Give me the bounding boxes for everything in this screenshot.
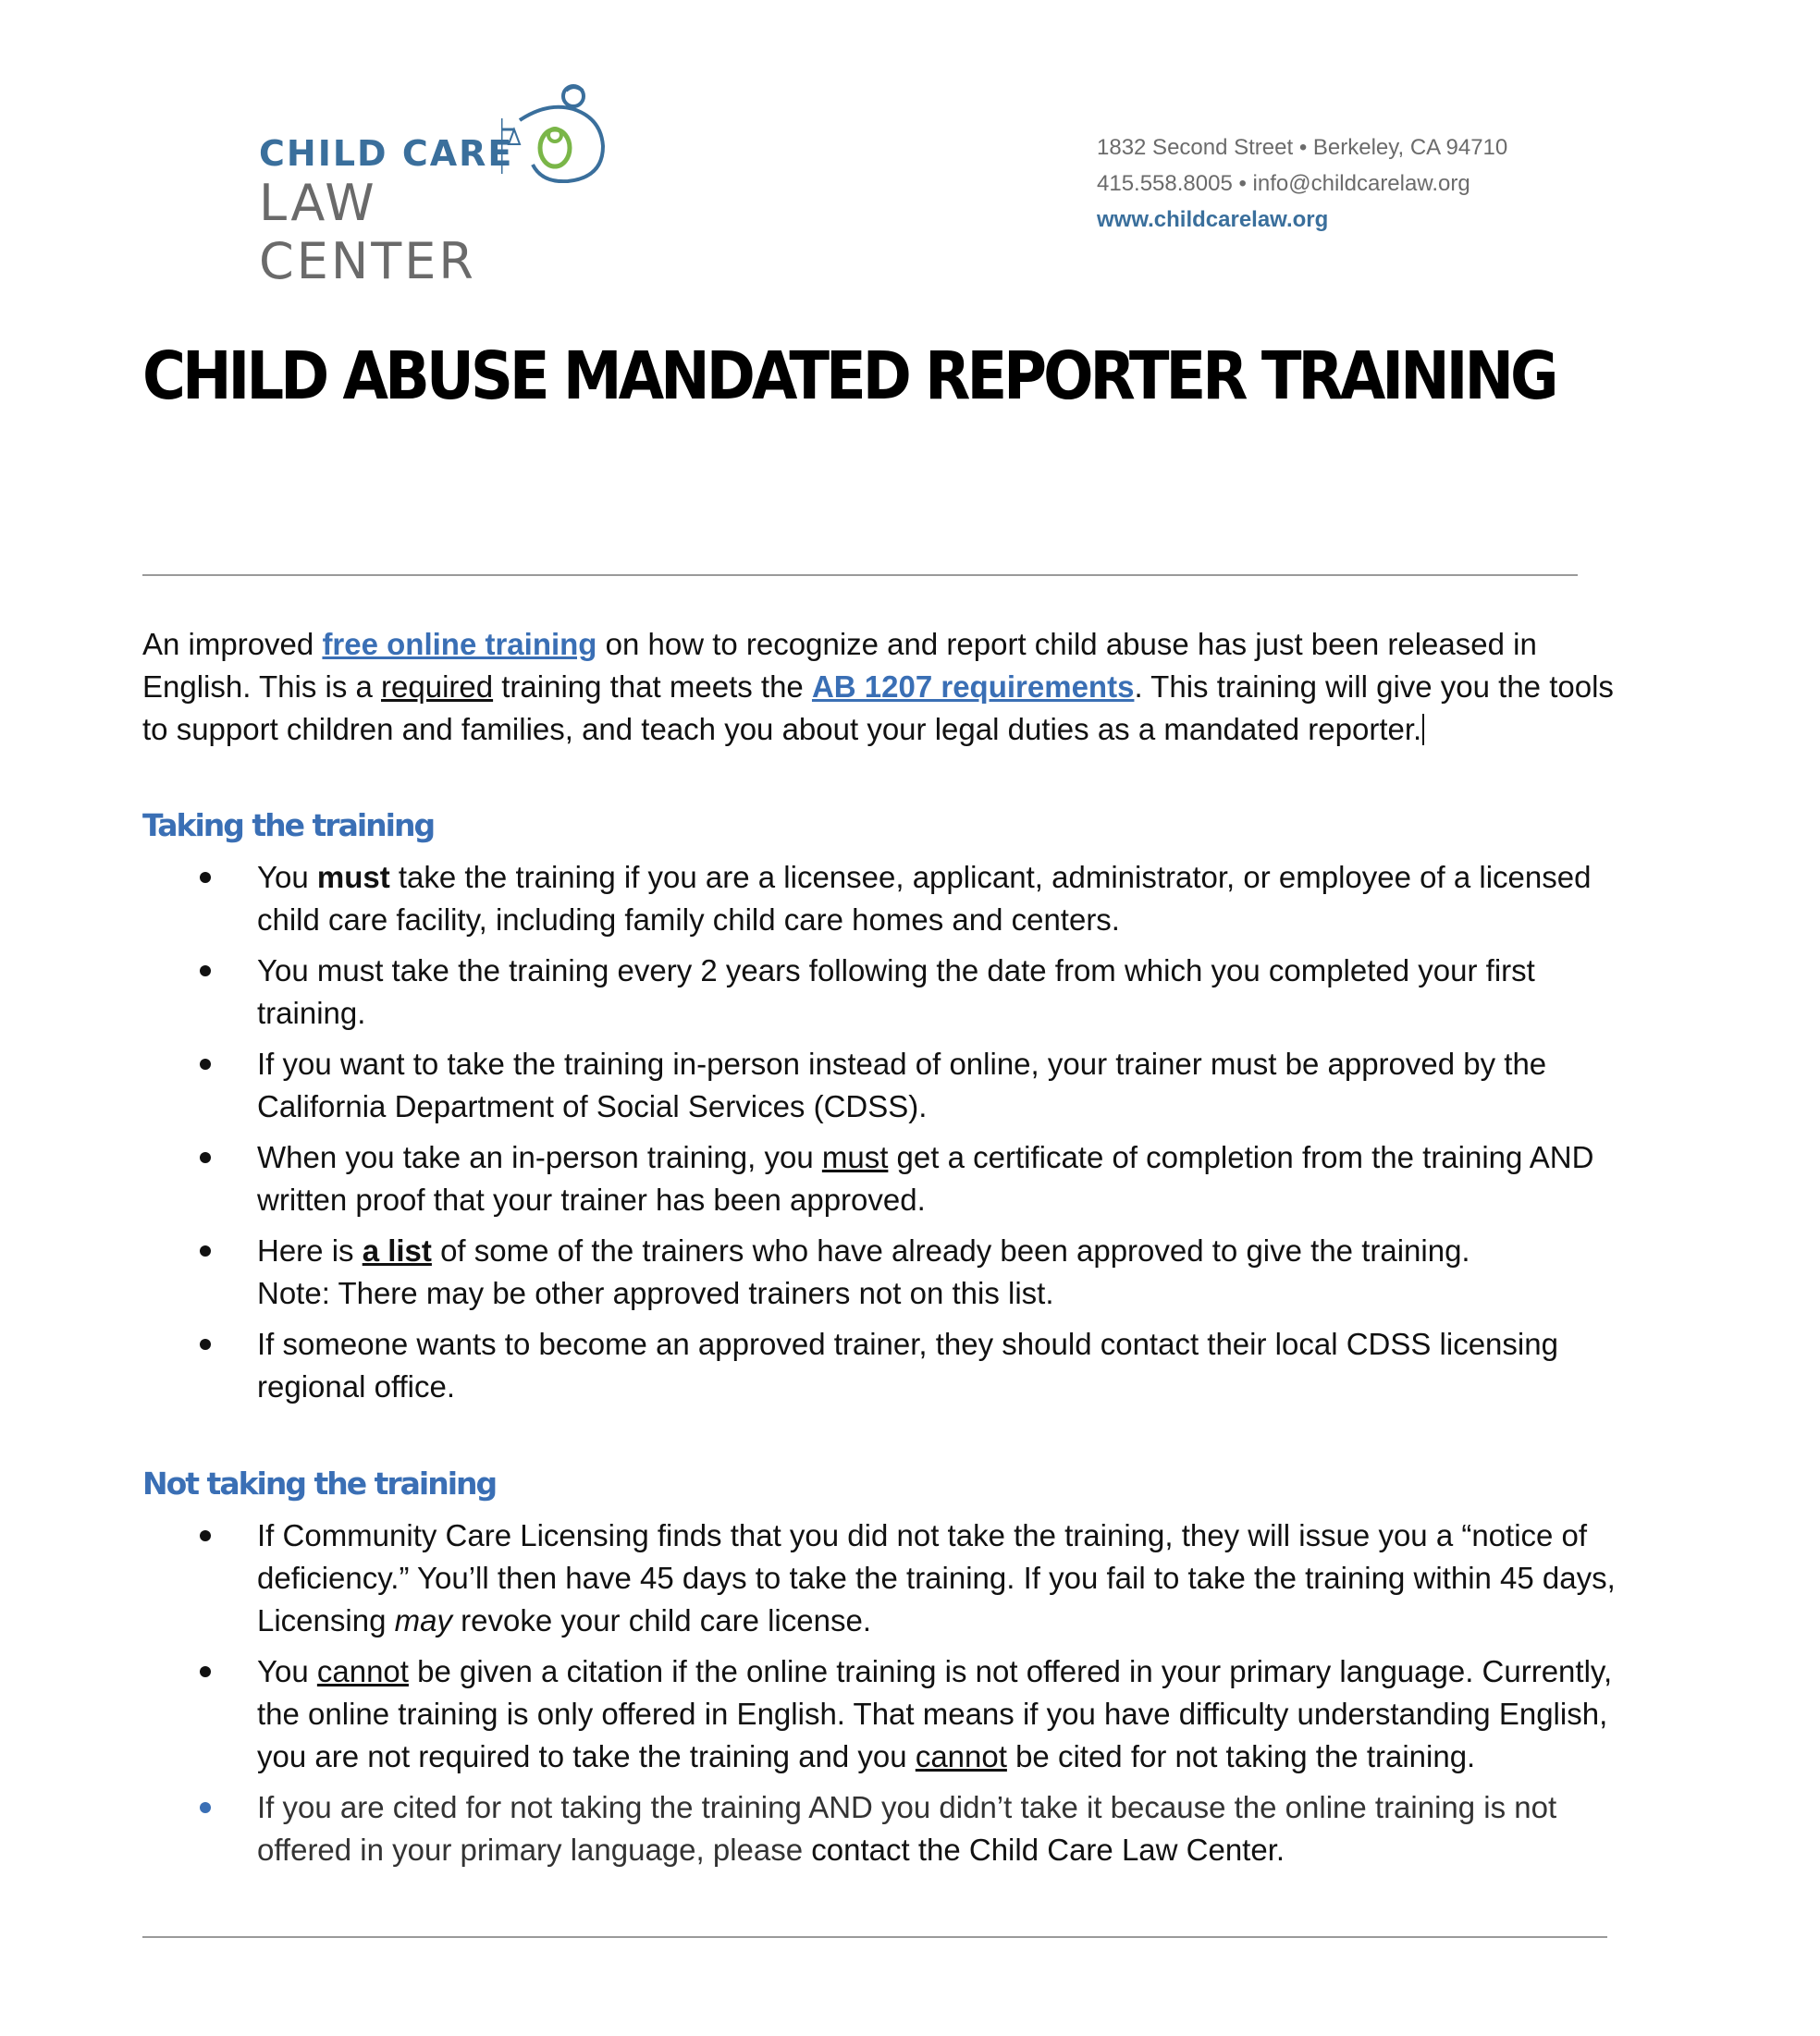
list-item-text: You bbox=[257, 860, 317, 894]
list-item-text: If you are cited for not taking the training AND you didn’t take it because the online training is not offered in your primary language, please bbox=[257, 1790, 1557, 1867]
contact-block bbox=[1097, 129, 1507, 238]
free-online-training-link[interactable]: free online training bbox=[322, 627, 597, 661]
bullet-icon bbox=[200, 1666, 211, 1677]
cannot-underlined: cannot bbox=[915, 1739, 1007, 1773]
list-item bbox=[142, 1043, 1641, 1128]
bullet-icon bbox=[200, 1339, 211, 1350]
not-taking-training-list bbox=[142, 1515, 1641, 1880]
list-item bbox=[142, 1323, 1641, 1408]
list-item-note: Note: There may be other approved trainers not on this list. bbox=[257, 1276, 1054, 1310]
logo-text-line1: CHILD CARE bbox=[259, 133, 514, 174]
text-cursor bbox=[1422, 714, 1424, 745]
taking-training-list bbox=[142, 856, 1641, 1417]
intro-text-4: . This training will give you the tools to support children and families, and teach you about your legal duties as a mandated reporter. bbox=[142, 669, 1614, 746]
logo-text-line2: LAW CENTER bbox=[259, 174, 476, 290]
list-item bbox=[142, 1515, 1641, 1642]
intro-paragraph bbox=[142, 623, 1641, 751]
list-item bbox=[142, 856, 1641, 941]
intro-text-3: training that meets the bbox=[493, 669, 812, 704]
divider-top bbox=[142, 574, 1578, 576]
intro-text-2: on how to recognize and report child abuse has just been released in English. This is a bbox=[142, 627, 1537, 704]
logo bbox=[259, 81, 610, 290]
list-item-text: If you want to take the training in-person instead of online, your trainer must be approved by the California Department of Social Services (CDSS). bbox=[257, 1047, 1547, 1123]
list-item bbox=[142, 1136, 1641, 1221]
intro-text-1: An improved bbox=[142, 627, 323, 661]
logo-scales-child-icon bbox=[501, 81, 612, 183]
bullet-icon bbox=[200, 1802, 211, 1813]
must-bold: must bbox=[316, 860, 390, 894]
list-item-text: take the training if you are a licensee, applicant, administrator, or employee of a licensed child care facility, including family child care homes and centers. bbox=[257, 860, 1592, 937]
bullet-icon bbox=[200, 1245, 211, 1257]
may-italic: may bbox=[394, 1603, 452, 1637]
list-item-text: . bbox=[1275, 1833, 1285, 1867]
list-item-text: If Community Care Licensing finds that you did not take the training, they will issue you a “notice of deficiency.” You’ll then have 45 days to take the training. If you fail to take the training within 45 days, Licensing bbox=[257, 1518, 1616, 1637]
list-item-text: Here is bbox=[257, 1233, 363, 1268]
list-item bbox=[142, 950, 1641, 1035]
bullet-icon bbox=[200, 1152, 211, 1163]
address-line: 1832 Second Street • Berkeley, CA 94710 bbox=[1097, 135, 1508, 160]
list-item-text: be cited for not taking the training. bbox=[1006, 1739, 1476, 1773]
trainer-list-link[interactable]: a list bbox=[362, 1233, 432, 1268]
list-item-text: get a certificate of completion from the training AND written proof that your trainer has been approved. bbox=[257, 1140, 1594, 1217]
ab1207-requirements-link[interactable]: AB 1207 requirements bbox=[811, 669, 1135, 704]
divider-bottom bbox=[142, 1936, 1607, 1938]
list-item bbox=[142, 1230, 1641, 1315]
section-heading-taking: Taking the training bbox=[142, 807, 435, 843]
bullet-icon bbox=[200, 1059, 211, 1070]
list-item-text: be given a citation if the online training is not offered in your primary language. Currently, the online training is only offered in English. That means if you have difficulty understanding English, you are not required to take the training and you bbox=[257, 1654, 1613, 1773]
cannot-underlined: cannot bbox=[316, 1654, 409, 1688]
required-emphasis: required bbox=[381, 669, 494, 704]
list-item bbox=[142, 1650, 1641, 1778]
website-link[interactable]: www.childcarelaw.org bbox=[1097, 207, 1329, 232]
list-item-text: of some of the trainers who have already been approved to give the training. bbox=[431, 1233, 1470, 1268]
bullet-icon bbox=[200, 872, 211, 883]
list-item-text: You must take the training every 2 years following the date from which you completed your first training. bbox=[257, 953, 1535, 1030]
bullet-icon bbox=[200, 965, 211, 976]
page-title: CHILD ABUSE MANDATED REPORTER TRAINING bbox=[142, 338, 1556, 415]
section-heading-not-taking: Not taking the training bbox=[142, 1466, 497, 1502]
list-item-text: revoke your child care license. bbox=[451, 1603, 871, 1637]
contact-ccl-link[interactable]: contact the Child Care Law Center bbox=[811, 1833, 1276, 1867]
list-item-text: When you take an in-person training, you bbox=[257, 1140, 822, 1174]
list-item bbox=[142, 1786, 1641, 1871]
bullet-icon bbox=[200, 1530, 211, 1541]
list-item-text: You bbox=[257, 1654, 317, 1688]
list-item-text: If someone wants to become an approved trainer, they should contact their local CDSS licensing regional office. bbox=[257, 1327, 1558, 1404]
phone-email-line: 415.558.8005 • info@childcarelaw.org bbox=[1097, 171, 1470, 196]
must-underlined: must bbox=[821, 1140, 889, 1174]
